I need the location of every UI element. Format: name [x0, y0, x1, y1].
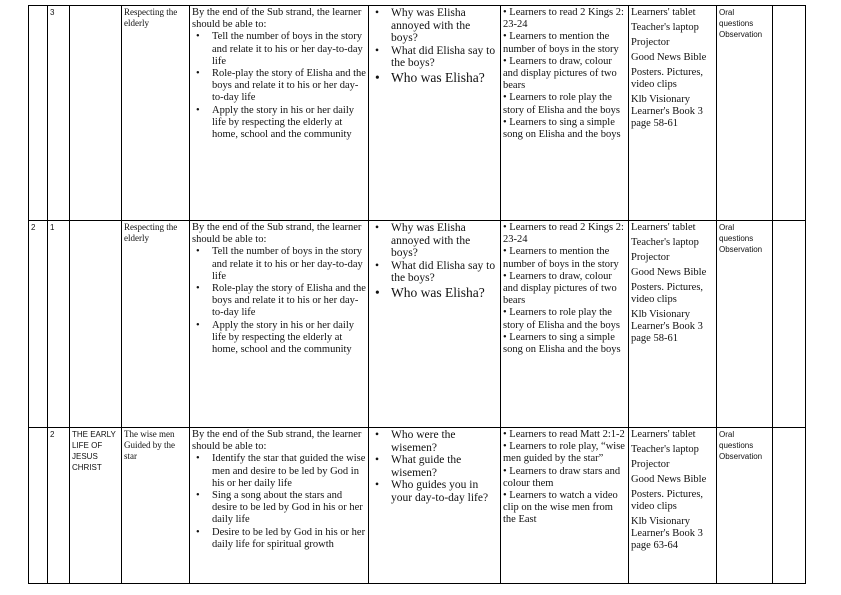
activity-item: • Learners to sing a simple song on Elisha and the boys — [503, 116, 621, 141]
question-item: • Who guides you in your day-to-day life? — [391, 479, 498, 504]
activity-item: • Learners to read 2 Kings 2: 23-24 — [503, 222, 624, 246]
lesson-cell: 2 — [48, 428, 70, 584]
strand-cell: THE EARLY LIFE OF JESUS CHRIST — [70, 428, 122, 584]
resource-item: Klb Visionary Learner's Book 3 page 58-61 — [631, 94, 703, 129]
activity-item: • Learners to role play the story of Elisha and the boys — [503, 92, 620, 116]
remarks-cell — [773, 221, 806, 428]
resources-cell — [629, 6, 717, 221]
resource-item: Good News Bible — [631, 267, 707, 278]
question-item: • What guide the wisemen? — [391, 454, 498, 479]
key-questions-cell — [369, 428, 501, 584]
lesson-cell: 1 — [48, 221, 70, 428]
outcome-item: • Role-play the story of Elisha and the boys and relate it to his or her day-to-day life — [212, 68, 366, 105]
sub-strand-cell: The wise men Guided by the star — [122, 428, 190, 584]
outcome-item: • Apply the story in his or her daily life by respecting the elderly at home, school and the community — [212, 105, 366, 142]
learning-outcomes-cell — [190, 428, 369, 584]
assessment-cell: Oral questions Observation — [717, 221, 773, 428]
week-cell — [29, 428, 48, 584]
resources-cell — [629, 428, 717, 584]
question-item: • Who was Elisha? — [391, 285, 498, 300]
outcome-item: • Apply the story in his or her daily life by respecting the elderly at home, school and the community — [212, 320, 366, 357]
outcome-item: • Tell the number of boys in the story and relate it to his or her day-to-day life — [212, 246, 366, 283]
strand-cell — [70, 221, 122, 428]
table-row — [29, 6, 806, 221]
learning-experiences-cell — [501, 428, 629, 584]
learning-outcomes-cell — [190, 221, 369, 428]
resource-item: Projector — [631, 37, 670, 48]
outcome-item: • Tell the number of boys in the story and relate it to his or her day-to-day life — [212, 31, 366, 68]
resource-item: Klb Visionary Learner's Book 3 page 63-64 — [631, 516, 703, 551]
activity-item: • Learners to mention the number of boys in the story — [503, 246, 619, 270]
resource-item: Good News Bible — [631, 474, 707, 485]
activity-item: • Learners to watch a video clip on the wise men from the East — [503, 490, 618, 526]
activity-item: • Learners to mention the number of boys in the story — [503, 31, 619, 55]
activity-item: • Learners to draw, colour and display pictures of two bears — [503, 270, 617, 307]
resource-item: Klb Visionary Learner's Book 3 page 58-61 — [631, 309, 703, 344]
outcome-item: • Role-play the story of Elisha and the boys and relate it to his or her day-to-day life — [212, 283, 366, 320]
activity-item: • Learners to draw stars and colour them — [503, 465, 621, 489]
activity-item: • Learners to read Matt 2:1-2 — [503, 429, 625, 440]
remarks-cell — [773, 428, 806, 584]
question-item: • Why was Elisha annoyed with the boys? — [391, 7, 498, 45]
resource-item: Posters. Pictures, video clips — [631, 282, 704, 305]
outcome-intro: By the end of the Sub strand, the learner should be able to: — [192, 7, 362, 31]
activity-item: • Learners to role play the story of Elisha and the boys — [503, 307, 620, 331]
week-cell — [29, 6, 48, 221]
sub-strand-cell: Respecting the elderly — [122, 6, 190, 221]
outcome-intro: By the end of the Sub strand, the learner should be able to: — [192, 429, 362, 453]
resource-item: Teacher's laptop — [631, 237, 699, 248]
question-item: • Who were the wisemen? — [391, 429, 498, 454]
question-item: • Who was Elisha? — [391, 70, 498, 85]
learning-outcomes-cell — [190, 6, 369, 221]
question-item: • What did Elisha say to the boys? — [391, 45, 498, 70]
table-row — [29, 428, 806, 584]
week-cell: 2 — [29, 221, 48, 428]
remarks-cell — [773, 6, 806, 221]
outcome-item: • Sing a song about the stars and desire to be led by God in his or her daily life — [212, 490, 366, 527]
resource-item: Learners' tablet — [631, 7, 696, 18]
resource-item: Good News Bible — [631, 52, 707, 63]
resource-item: Learners' tablet — [631, 429, 696, 440]
assessment-cell: Oral questions Observation — [717, 6, 773, 221]
activity-item: • Learners to role play, “wise men guided by the star” — [503, 441, 625, 465]
learning-experiences-cell — [501, 6, 629, 221]
resource-item: Posters. Pictures, video clips — [631, 489, 704, 512]
activity-item: • Learners to read 2 Kings 2: 23-24 — [503, 7, 624, 31]
resource-item: Teacher's laptop — [631, 444, 699, 455]
strand-cell — [70, 6, 122, 221]
outcome-intro: By the end of the Sub strand, the learner should be able to: — [192, 222, 362, 246]
lesson-cell: 3 — [48, 6, 70, 221]
scheme-of-work-table — [28, 5, 806, 584]
outcome-item: • Desire to be led by God in his or her daily life for spiritual growth — [212, 527, 366, 551]
key-questions-cell — [369, 6, 501, 221]
question-item: • Why was Elisha annoyed with the boys? — [391, 222, 498, 260]
resource-item: Teacher's laptop — [631, 22, 699, 33]
activity-item: • Learners to draw, colour and display pictures of two bears — [503, 55, 617, 92]
outcome-item: • Identify the star that guided the wise men and desire to be led by God in his or her daily life — [212, 453, 366, 490]
question-item: • What did Elisha say to the boys? — [391, 260, 498, 285]
resource-item: Projector — [631, 459, 670, 470]
sub-strand-cell: Respecting the elderly — [122, 221, 190, 428]
resources-cell — [629, 221, 717, 428]
resource-item: Projector — [631, 252, 670, 263]
key-questions-cell — [369, 221, 501, 428]
activity-item: • Learners to sing a simple song on Elisha and the boys — [503, 331, 621, 356]
learning-experiences-cell — [501, 221, 629, 428]
resource-item: Posters. Pictures, video clips — [631, 67, 704, 90]
resource-item: Learners' tablet — [631, 222, 696, 233]
table-row — [29, 221, 806, 428]
assessment-cell: Oral questions Observation — [717, 428, 773, 584]
